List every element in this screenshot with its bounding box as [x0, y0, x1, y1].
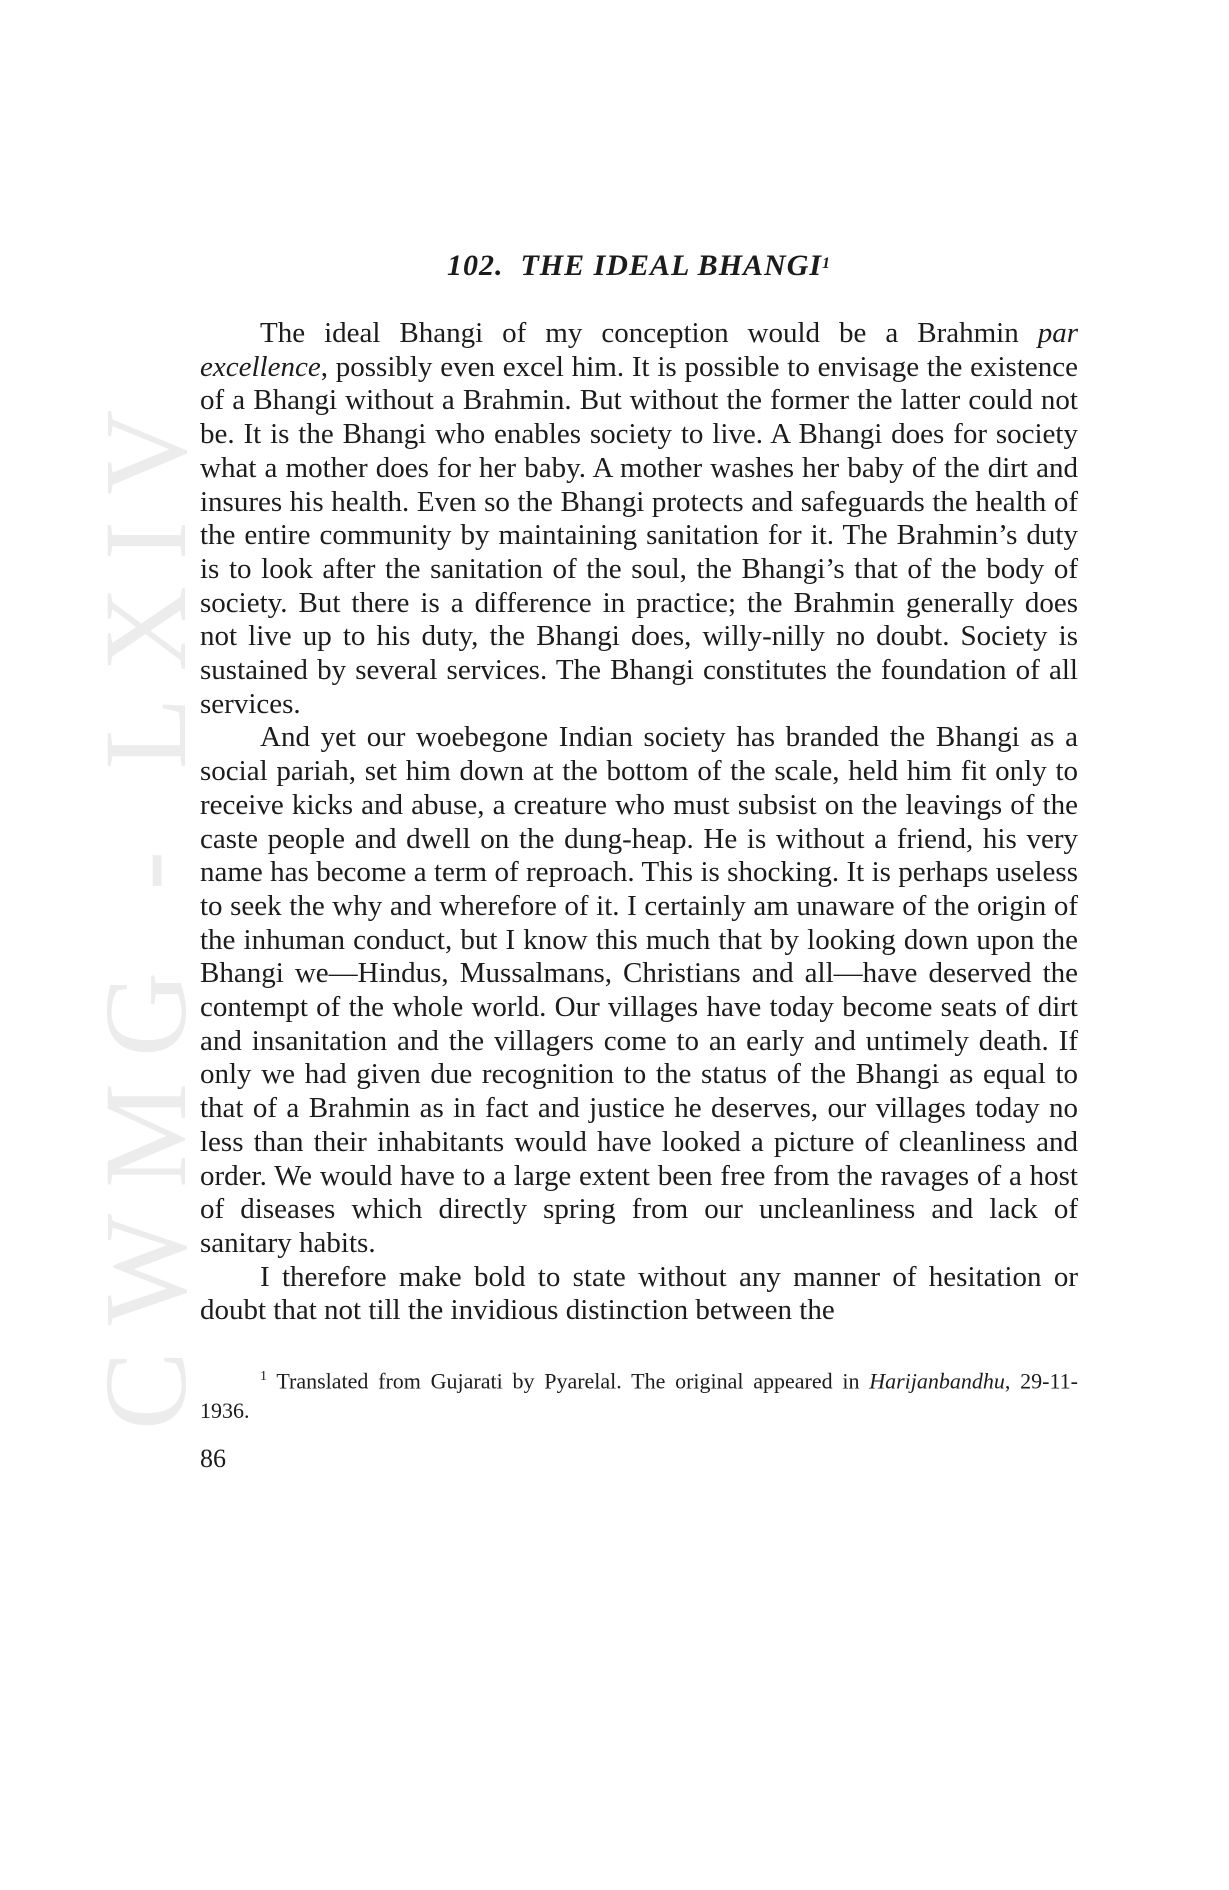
footnote-date: , 29-11-1936.: [200, 1368, 1078, 1424]
page-number: 86: [200, 1444, 226, 1474]
watermark: CWMG - LXIV: [80, 383, 211, 1430]
footnote-source: Harijanbandhu: [869, 1368, 1005, 1394]
article-title-text: THE IDEAL BHANGI: [520, 249, 823, 282]
paragraph-2: And yet our woebegone Indian society has branded the Bhangi as a social pariah, set him down at the bottom of the scale, held him fit only to receive kicks and abuse, a creature who must subsist on the leavings of the caste people and dwell on the dung-heap. He is without a friend, his very name has become a term of reproach. This is shocking. It is perhaps useless to seek the why and wherefore of it. I certainly am unaware of the origin of the inhuman conduct, but I know this much that by looking down upon the Bhangi we—Hindus, Mussalmans, Christians and all—have deserved the contempt of the whole world. Our villages have today become seats of dirt and insanitation and the villagers come to an early and untimely death. If only we had given due recognition to the status of the Bhangi as equal to that of a Brahmin as in fact and justice he deserves, our villages today no less than their inhabitants would have looked a picture of cleanliness and order. We would have to a large extent been free from the ravages of a host of diseases which directly spring from our uncleanliness and lack of sanitary habits.: [200, 721, 1078, 1259]
paragraph-1-lead: The ideal Bhangi of my conception would be a Brahmin: [260, 317, 1038, 349]
page-content: [200, 248, 1078, 1474]
footnote-mark: 1: [260, 1369, 267, 1385]
article-number: 102.: [446, 249, 504, 282]
footnote-text: Translated from Gujarati by Pyarelal. The original appeared in: [267, 1368, 870, 1394]
title-footnote-mark: 1: [822, 255, 832, 272]
article-title: [200, 248, 1078, 284]
paragraph-1-italic: par excellence: [200, 317, 1078, 383]
paragraph-3: I therefore make bold to state without any manner of hesitation or doubt that not till the invidious distinction between the: [200, 1260, 1078, 1327]
paragraph-1: [200, 317, 1078, 721]
paragraph-1-rest: , possibly even excel him. It is possible to envisage the existence of a Bhangi without a Brahmin. But without the former the latter could not be. It is the Bhangi who enables society to live. A Bhangi does for society what a mother does for her baby. A mother washes her baby of the dirt and insures his health. Even so the Bhangi protects and safeguards the health of the entire community by maintaining sanitation for it. The Brahmin’s duty is to look after the sanitation of the soul, the Bhangi’s that of the body of society. But there is a difference in practice; the Brahmin generally does not live up to his duty, the Bhangi does, willy-nilly no doubt. Society is sustained by several services. The Bhangi constitutes the foundation of all services.: [200, 350, 1078, 720]
footnote: [200, 1362, 1078, 1426]
